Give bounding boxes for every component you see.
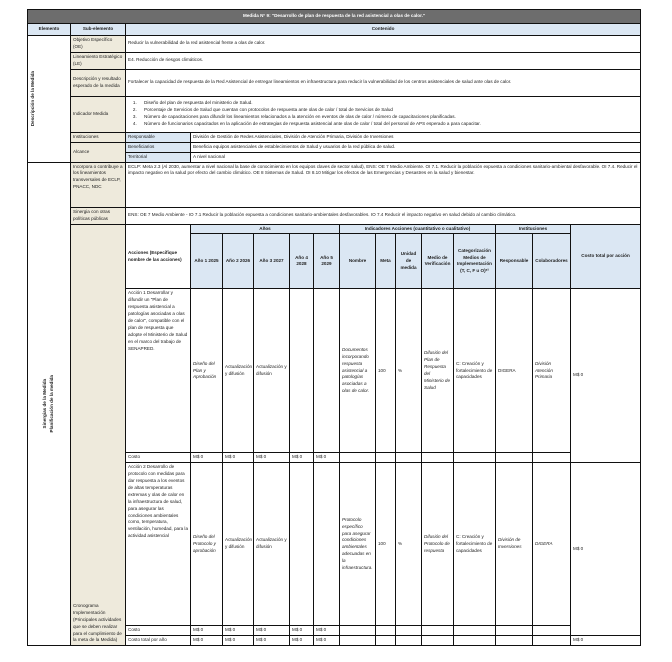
incorpora-value: ECLP: Meta 2.3 (Al 2030, aumentar a nivel nacional la base de conocimiento en los equipos claves de sector salud), ENS: OE 7 Medio Ambiente. OI 7.1. Reducir la población expuesta a condiciones sanitario-ambiental desfavorable. OI 7.4. Reducir el impacto negativo en la salud por efecto del cambio climático. OE 8 Sistemas de Salud. OI 8.10 Mitigar los efectos de las Emergencias y Desastres en la salud y bienestar. bbox=[126, 162, 641, 207]
action-year: Diseño del Protocolo y aprobación bbox=[191, 463, 223, 626]
alcance-label: Alcance bbox=[71, 142, 126, 162]
responsable-label: Responsable bbox=[126, 132, 191, 142]
total-year-cost: M$ 0 bbox=[290, 636, 314, 646]
year-cost: M$ 0 bbox=[191, 626, 223, 636]
action-year: Actualización y difusión bbox=[254, 289, 290, 453]
action-responsable: División de Inversiones bbox=[496, 463, 533, 626]
indicador-item: 3. Número de capacitaciones para difundir los lineamientos relacionados a la atención en eventos de olas de calor / número de capacitaciones planificadas. bbox=[138, 114, 638, 121]
year-cost: M$ 0 bbox=[290, 626, 314, 636]
acciones-header: Acciones (Especifique nombre de las acciones) bbox=[126, 224, 191, 289]
cronograma-label: Cronograma Implementación (Principales actividades que se deben realizar para el cumplimiento de la meta de la Medida) bbox=[71, 224, 126, 646]
indicador-item: 4. Número de funcionarios capacitados en la aplicación de estrategias de respuesta asistencial ante olas de calor / total del personal de APS esperado a para capacitar. bbox=[138, 121, 638, 128]
indicador-item: 1. Diseño del plan de respuesta del ministerio de Salud. bbox=[138, 100, 638, 107]
grand-total: M$ 0 bbox=[571, 636, 641, 646]
action-medio: Difusión del Protocolo de respuesta bbox=[422, 463, 454, 626]
element-sinergias: Sinergias de la Medida Planificación de la medida bbox=[28, 162, 71, 646]
total-year-cost: M$ 0 bbox=[254, 636, 290, 646]
total-label: Costo total por año bbox=[126, 636, 191, 646]
action-year: Actualización y difusión bbox=[223, 463, 254, 626]
incorpora-label: Incorpora o contribuye a los lineamientos transversales de ECLP, PNACC, NDC bbox=[71, 162, 126, 207]
unidad-header: Unidad de medida bbox=[396, 234, 422, 289]
element-descripcion: Descripción de la Medida bbox=[28, 36, 71, 163]
action-costo-total: M$ 0 bbox=[571, 463, 641, 636]
year-header: Año 3 2027 bbox=[254, 234, 290, 289]
table-title: Medida N° 9: "Desarrollo de plan de respuesta de la red asistencial a olas de calor." bbox=[28, 10, 641, 24]
year-cost: M$ 0 bbox=[290, 453, 314, 463]
year-cost: M$ 0 bbox=[254, 626, 290, 636]
action-year: Actualización y difusión bbox=[223, 289, 254, 453]
oe-label: Objetivo Específico (OE) bbox=[71, 36, 126, 53]
action-meta: 100 bbox=[376, 289, 396, 453]
year-cost: M$ 0 bbox=[191, 453, 223, 463]
responsable-value: División de Gestión de Redes Asistenciales, División de Atención Primaria, División de Inversiones bbox=[191, 132, 641, 142]
header-sub-elemento: Sub-elemento bbox=[71, 24, 126, 36]
categorizacion-header: Categorización Medios de Implementación (T, C, F u O)*¹ bbox=[454, 234, 496, 289]
action-unidad: % bbox=[396, 289, 422, 453]
indicador-list bbox=[126, 96, 641, 132]
costo-label: Costo bbox=[126, 453, 191, 463]
instituciones-label: Instituciones bbox=[71, 132, 126, 142]
action-unidad: % bbox=[396, 463, 422, 626]
colaboradores-header: Colaboradores bbox=[533, 234, 571, 289]
nombre-header: Nombre bbox=[340, 234, 376, 289]
indicador-label: Indicador Medida bbox=[71, 96, 126, 132]
total-year-cost: M$ 0 bbox=[314, 636, 340, 646]
action-nombre: Documentos incorporando respuesta asistencial a patologías asociadas a olas de calor. bbox=[340, 289, 376, 453]
meta-header: Meta bbox=[376, 234, 396, 289]
action-meta: 100 bbox=[376, 463, 396, 626]
sinergia-value: ENS: OE 7 Medio Ambiente - IO 7.1 Reducir la población expuesta a condiciones sanitario-ambientales desfavorables. IO 7.4 Reducir el impacto negativo en salud debido al cambio climático. bbox=[126, 207, 641, 224]
year-header: Año 1 2025 bbox=[191, 234, 223, 289]
costo-label: Costo bbox=[126, 626, 191, 636]
oe-value: Reducir la vulnerabilidad de la red asistencial frente a olas de calor. bbox=[126, 36, 641, 53]
costo-total-header: Costo total por acción bbox=[571, 224, 641, 289]
header-elemento: Elemento bbox=[28, 24, 71, 36]
action-categorizacion: C: Creación y fortalecimiento de capacidades bbox=[454, 289, 496, 453]
action-responsable: DIGERA bbox=[496, 289, 533, 453]
medio-header: Medio de Verificación bbox=[422, 234, 454, 289]
action-nombre: Protocolo específico para asegurar condiciones ambientales adecuadas en la infraestructura. bbox=[340, 463, 376, 626]
desc-value: Fortalecer la capacidad de respuesta de la Red Asistencial de entregar lineamientos en infraestructura para reducir la vulnerabilidad de los centros asistenciales de salud ante olas de calor. bbox=[126, 69, 641, 96]
action-name: Acción 2 Desarrollo de protocolo con medidas para dar respuesta a los eventos de altas temperaturas extremas y olas de calor en la infraestructura de salud, para asegurar las condiciones ambientales como, temperatura, ventilación, humedad, para la actividad asistencial bbox=[126, 463, 191, 626]
year-cost: M$ 0 bbox=[254, 453, 290, 463]
action-year: Actualización y difusión bbox=[254, 463, 290, 626]
le-value: E4. Reducción de riesgos climáticos. bbox=[126, 52, 641, 69]
total-year-cost: M$ 0 bbox=[223, 636, 254, 646]
action-year bbox=[314, 289, 340, 453]
year-cost: M$ 0 bbox=[223, 626, 254, 636]
header-contenido: Contenido bbox=[126, 24, 641, 36]
beneficiarios-label: Beneficiarios bbox=[126, 142, 191, 152]
action-year bbox=[290, 463, 314, 626]
action-year: Diseño del Plan y Aprobación bbox=[191, 289, 223, 453]
le-label: Lineamiento Estratégico (LE) bbox=[71, 52, 126, 69]
year-cost: M$ 0 bbox=[223, 453, 254, 463]
measure-table bbox=[27, 9, 641, 646]
territorial-label: Territorial bbox=[126, 152, 191, 162]
indicadores-header: Indicadores Acciones (cuantitativo o cualitativo) bbox=[340, 224, 496, 234]
action-colaboradores: División Atención Primaria bbox=[533, 289, 571, 453]
year-cost: M$ 0 bbox=[314, 626, 340, 636]
action-year bbox=[290, 289, 314, 453]
responsable-header: Responsable bbox=[496, 234, 533, 289]
instituciones-header: Instituciones bbox=[496, 224, 571, 234]
action-medio: Difusión del Plan de Respuesta del Ministerio de Salud bbox=[422, 289, 454, 453]
action-colaboradores: DIGERA bbox=[533, 463, 571, 626]
year-cost: M$ 0 bbox=[314, 453, 340, 463]
action-costo-total: M$ 0 bbox=[571, 289, 641, 463]
action-categorizacion: C: Creación y fortalecimiento de capacidades bbox=[454, 463, 496, 626]
year-header: Año 5 2029 bbox=[314, 234, 340, 289]
total-year-cost: M$ 0 bbox=[191, 636, 223, 646]
action-name: Acción 1 Desarrollar y difundir un "Plan de respuesta asistencial a patologías asociadas a olas de calor", compatible con el plan de respuesta que adopte el Ministerio de Salud en el marco del trabajo de SENAPRED. bbox=[126, 289, 191, 453]
beneficiarios-value: Beneficia equipos asistenciales de establecimientos de Salud y usuarios de la red pública de salud. bbox=[191, 142, 641, 152]
territorial-value: A nivel nacional bbox=[191, 152, 641, 162]
year-header: Año 2 2026 bbox=[223, 234, 254, 289]
indicador-item: 2. Porcentaje de Servicios de Salud que cuentan con protocolos de respuesta ante olas de calor / total de Servicios de Salud bbox=[138, 107, 638, 114]
desc-label: Descripción y resultado esperado de la medida bbox=[71, 69, 126, 96]
year-header: Año 4 2028 bbox=[290, 234, 314, 289]
anos-header: Años bbox=[191, 224, 340, 234]
sinergia-label: Sinergia con otras políticas públicas bbox=[71, 207, 126, 224]
action-year bbox=[314, 463, 340, 626]
